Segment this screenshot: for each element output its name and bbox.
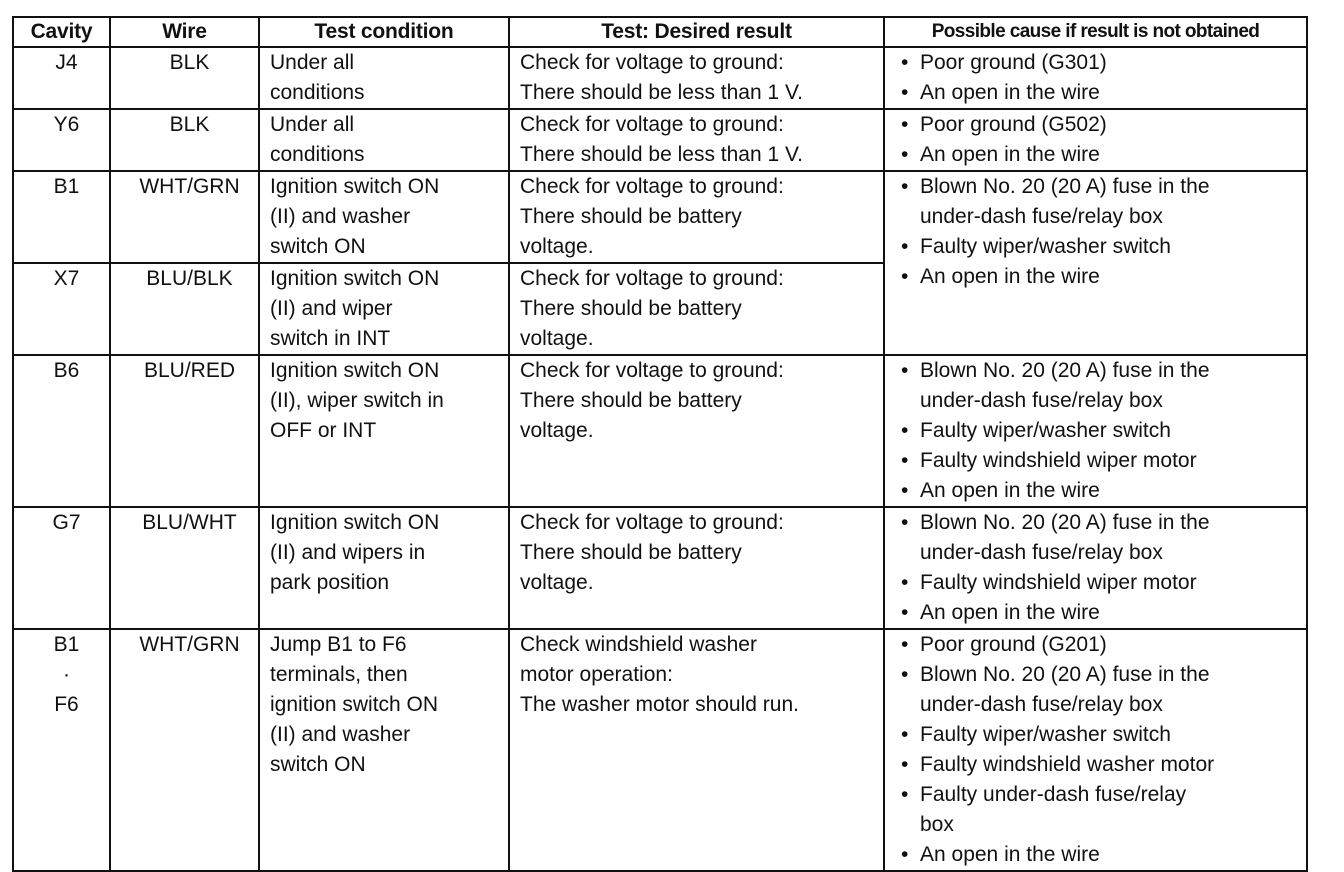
cause-text: Faulty windshield wiper motor (920, 449, 1197, 472)
cause-list (895, 110, 1306, 170)
result-line: voltage. (520, 571, 594, 594)
bullet-icon: • (901, 113, 909, 136)
result-line: There should be battery (520, 541, 742, 564)
cause-text: Blown No. 20 (20 A) fuse in the (920, 511, 1210, 534)
result-cell (509, 629, 884, 871)
wire-value: BLU/BLK (146, 267, 233, 290)
condition-line: terminals, then (270, 663, 408, 686)
bullet-icon: • (901, 723, 909, 746)
result-line: Check for voltage to ground: (520, 267, 784, 290)
cause-text: An open in the wire (920, 81, 1100, 104)
wire-cell (110, 355, 259, 507)
cause-text: An open in the wire (920, 479, 1100, 502)
condition-line: Ignition switch ON (270, 359, 440, 382)
cavity-cell (13, 171, 110, 263)
condition-line: (II) and wipers in (270, 541, 426, 564)
cavity-value: B1 (53, 633, 80, 656)
cause-text: under-dash fuse/relay box (920, 205, 1163, 228)
condition-line: switch ON (270, 235, 366, 258)
wire-value: WHT/GRN (139, 175, 240, 198)
bullet-icon: • (901, 511, 909, 534)
cavity-cell (13, 355, 110, 507)
condition-line: switch in INT (270, 327, 391, 350)
result-line: The washer motor should run. (520, 693, 799, 716)
condition-cell (259, 263, 509, 355)
result-line: motor operation: (520, 663, 673, 686)
result-line: There should be less than 1 V. (520, 143, 803, 166)
header-desired-result: Test: Desired result (509, 17, 884, 47)
cause-item (895, 660, 1306, 720)
condition-line: ignition switch ON (270, 693, 439, 716)
wire-value: BLU/RED (143, 359, 236, 382)
cause-text: An open in the wire (920, 265, 1100, 288)
cause-item (895, 48, 1306, 78)
bullet-icon: • (901, 479, 909, 502)
header-cavity: Cavity (13, 17, 110, 47)
result-line: There should be battery (520, 297, 742, 320)
result-line: Check windshield washer (520, 633, 757, 656)
cause-item (895, 356, 1306, 416)
cause-cell (884, 47, 1307, 109)
condition-line: Ignition switch ON (270, 511, 440, 534)
bullet-icon: • (901, 449, 909, 472)
bullet-icon: • (901, 175, 909, 198)
cause-item (895, 446, 1306, 476)
result-line: Check for voltage to ground: (520, 51, 784, 74)
cavity-cell (13, 629, 110, 871)
condition-line: conditions (270, 143, 365, 166)
header-row (13, 17, 1307, 47)
cause-item (895, 780, 1306, 840)
cause-text: Blown No. 20 (20 A) fuse in the (920, 359, 1210, 382)
wire-value: BLK (169, 113, 210, 136)
cause-cell (884, 355, 1307, 507)
cause-text: Poor ground (G502) (920, 113, 1107, 136)
bullet-icon: • (901, 143, 909, 166)
bullet-icon: • (901, 663, 909, 686)
table-row (13, 47, 1307, 109)
bullet-icon: • (901, 419, 909, 442)
condition-cell (259, 47, 509, 109)
wire-cell (110, 47, 259, 109)
result-line: Check for voltage to ground: (520, 511, 784, 534)
cause-item (895, 630, 1306, 660)
bullet-icon: • (901, 843, 909, 866)
cause-text: Faulty windshield washer motor (920, 753, 1215, 776)
header-wire: Wire (110, 17, 259, 47)
result-cell (509, 263, 884, 355)
cause-cell (884, 507, 1307, 629)
cause-text: An open in the wire (920, 601, 1100, 624)
condition-cell (259, 171, 509, 263)
cavity-cell (13, 263, 110, 355)
result-cell (509, 47, 884, 109)
result-line: voltage. (520, 235, 594, 258)
condition-line: Under all (270, 113, 355, 136)
condition-line: OFF or INT (270, 419, 377, 442)
wire-cell (110, 109, 259, 171)
wiring-test-table (12, 16, 1308, 872)
cause-item (895, 78, 1306, 108)
cause-item (895, 568, 1306, 598)
cause-text: under-dash fuse/relay box (920, 389, 1163, 412)
bullet-icon: • (901, 753, 909, 776)
result-cell (509, 355, 884, 507)
condition-line: conditions (270, 81, 365, 104)
header-test-condition: Test condition (259, 17, 509, 47)
cause-text: Poor ground (G301) (920, 51, 1107, 74)
result-cell (509, 171, 884, 263)
wire-cell (110, 171, 259, 263)
cavity-value: J4 (55, 51, 78, 74)
condition-line: (II) and washer (270, 723, 411, 746)
cause-text: Blown No. 20 (20 A) fuse in the (920, 663, 1210, 686)
cavity-cell (13, 47, 110, 109)
condition-cell (259, 507, 509, 629)
bullet-icon: • (901, 51, 909, 74)
cavity-cell (13, 507, 110, 629)
bullet-icon: • (901, 81, 909, 104)
table-row (13, 629, 1307, 871)
condition-line: (II) and washer (270, 205, 411, 228)
result-line: Check for voltage to ground: (520, 175, 784, 198)
result-line: voltage. (520, 327, 594, 350)
condition-line: Ignition switch ON (270, 175, 440, 198)
cause-text: Faulty wiper/washer switch (920, 419, 1171, 442)
wire-value: BLK (169, 51, 210, 74)
cause-text: under-dash fuse/relay box (920, 541, 1163, 564)
cause-item (895, 750, 1306, 780)
result-line: There should be battery (520, 389, 742, 412)
cause-item (895, 140, 1306, 170)
header-possible-cause: Possible cause if result is not obtained (884, 17, 1307, 47)
cause-item (895, 232, 1306, 262)
result-cell (509, 507, 884, 629)
cause-item (895, 416, 1306, 446)
cause-item (895, 172, 1306, 232)
result-line: Check for voltage to ground: (520, 359, 784, 382)
shared-cause-cell (884, 171, 1307, 355)
wire-cell (110, 507, 259, 629)
bullet-icon: • (901, 783, 909, 806)
condition-line: (II) and wiper (270, 297, 393, 320)
wire-value: BLU/WHT (142, 511, 237, 534)
condition-line: park position (270, 571, 390, 594)
condition-cell (259, 355, 509, 507)
cavity-separator: · (63, 663, 70, 686)
cavity-value: X7 (53, 267, 80, 290)
cavity-value: B1 (53, 175, 80, 198)
table-row (13, 109, 1307, 171)
wire-cell (110, 263, 259, 355)
condition-cell (259, 109, 509, 171)
cause-item (895, 110, 1306, 140)
cause-text: Faulty under-dash fuse/relay (920, 783, 1187, 806)
condition-line: Ignition switch ON (270, 267, 440, 290)
cause-text: Faulty windshield wiper motor (920, 571, 1197, 594)
result-line: Check for voltage to ground: (520, 113, 784, 136)
cause-text: Blown No. 20 (20 A) fuse in the (920, 175, 1210, 198)
cause-text: box (920, 813, 954, 836)
condition-line: Jump B1 to F6 (270, 633, 407, 656)
cause-text: Faulty wiper/washer switch (920, 723, 1171, 746)
cause-list (895, 508, 1306, 628)
cause-text: under-dash fuse/relay box (920, 693, 1163, 716)
cause-item (895, 476, 1306, 506)
cause-text: Faulty wiper/washer switch (920, 235, 1171, 258)
bullet-icon: • (901, 235, 909, 258)
cause-list (895, 48, 1306, 108)
cause-text: An open in the wire (920, 843, 1100, 866)
cause-item (895, 840, 1306, 870)
result-line: There should be battery (520, 205, 742, 228)
cause-item (895, 262, 1306, 292)
cause-list (895, 172, 1306, 292)
cause-list (895, 630, 1306, 870)
cavity-value: B6 (53, 359, 80, 382)
cavity-value: G7 (52, 511, 81, 534)
wire-value: WHT/GRN (139, 633, 240, 656)
bullet-icon: • (901, 633, 909, 656)
cavity-value: F6 (54, 693, 79, 716)
cause-item (895, 598, 1306, 628)
cause-cell (884, 109, 1307, 171)
condition-line: (II), wiper switch in (270, 389, 444, 412)
bullet-icon: • (901, 359, 909, 382)
table-row (13, 171, 1307, 263)
cavity-value: Y6 (53, 113, 80, 136)
condition-line: switch ON (270, 753, 366, 776)
cause-text: Poor ground (G201) (920, 633, 1107, 656)
condition-line: Under all (270, 51, 355, 74)
result-line: There should be less than 1 V. (520, 81, 803, 104)
condition-cell (259, 629, 509, 871)
cause-item (895, 508, 1306, 568)
table-row (13, 355, 1307, 507)
result-line: voltage. (520, 419, 594, 442)
bullet-icon: • (901, 265, 909, 288)
cause-text: An open in the wire (920, 143, 1100, 166)
bullet-icon: • (901, 601, 909, 624)
cause-cell (884, 629, 1307, 871)
table-row (13, 507, 1307, 629)
cavity-cell (13, 109, 110, 171)
cause-item (895, 720, 1306, 750)
bullet-icon: • (901, 571, 909, 594)
wire-cell (110, 629, 259, 871)
cause-list (895, 356, 1306, 506)
result-cell (509, 109, 884, 171)
